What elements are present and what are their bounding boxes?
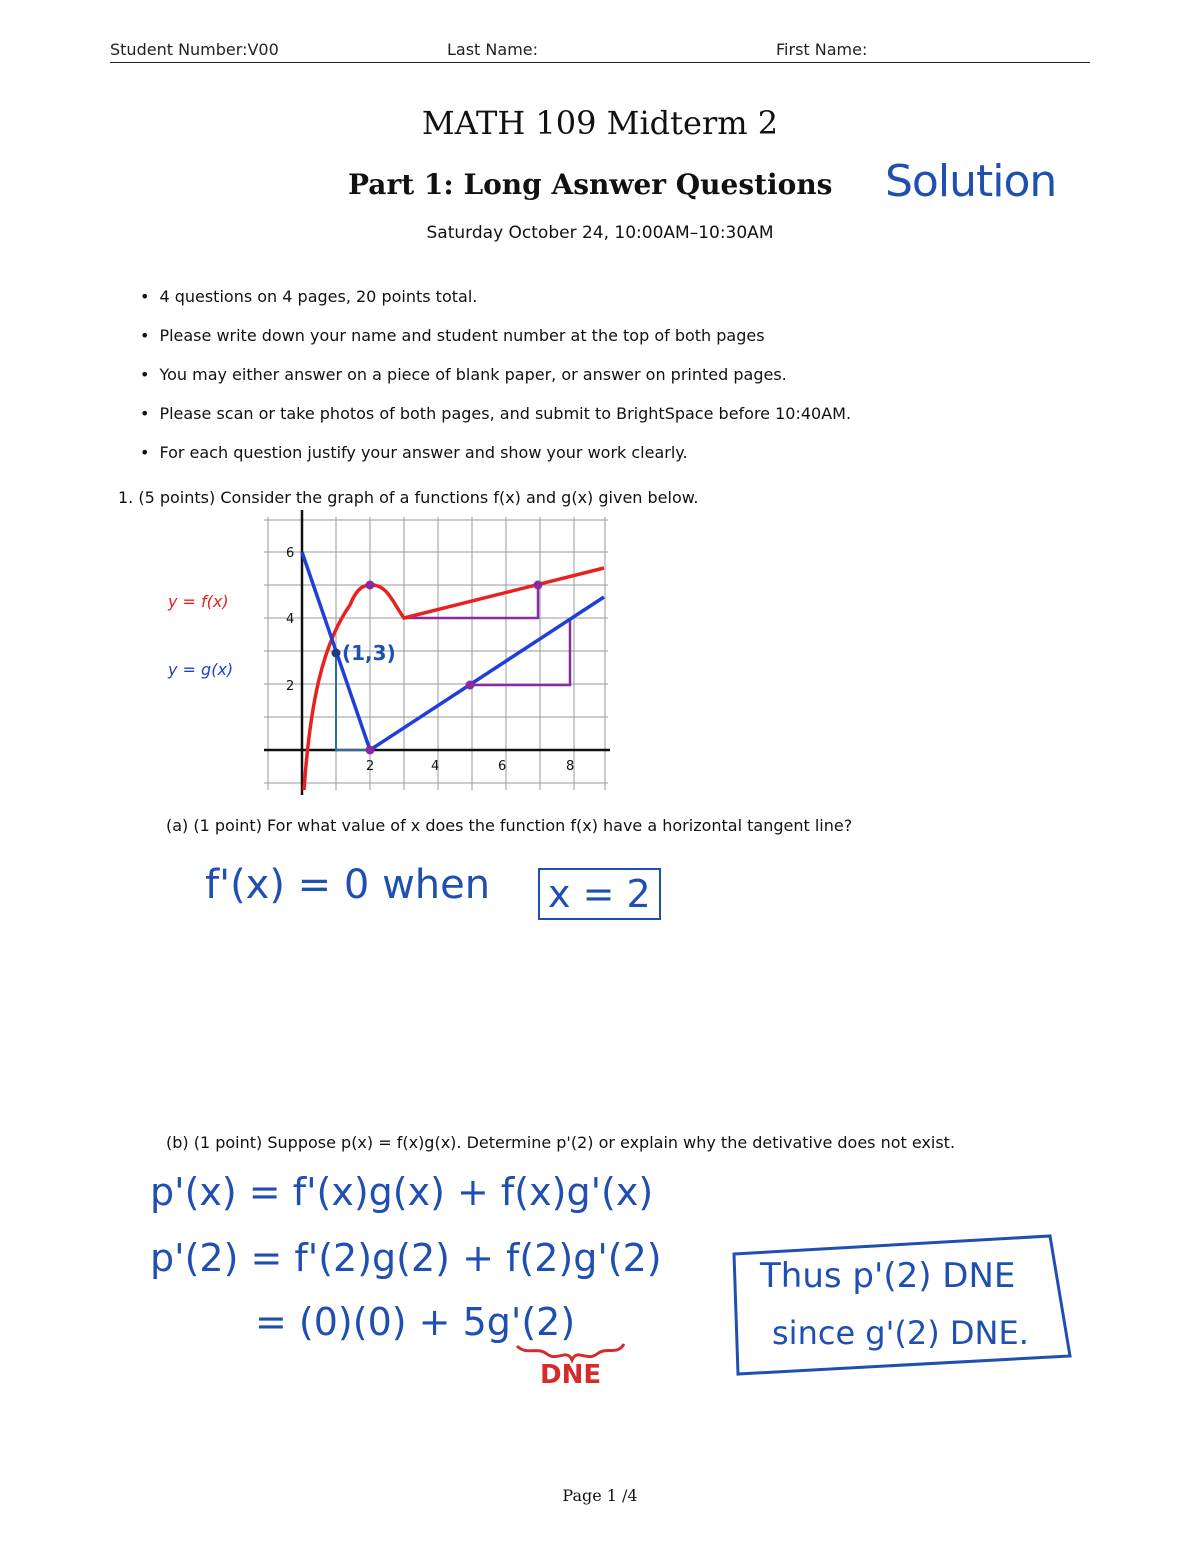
conclusion-line2: since g'(2) DNE.: [772, 1314, 1029, 1352]
f-max-marker: [366, 581, 375, 590]
exam-date: Saturday October 24, 10:00AM–10:30AM: [426, 223, 774, 243]
x-tick-label: 8: [566, 759, 575, 774]
dne-annotation: DNE: [540, 1360, 602, 1390]
y-tick-label: 4: [286, 612, 295, 627]
instruction-text: Please scan or take photos of both pages, and submit to BrightSpace before 10:40AM.: [159, 404, 852, 423]
x-tick-label: 2: [366, 759, 375, 774]
f-curve: [304, 568, 604, 790]
last-name-label: Last Name:: [447, 40, 539, 59]
exam-subtitle: Part 1: Long Asnwer Questions: [348, 168, 833, 201]
part-a-text: (a) (1 point) For what value of x does the function f(x) have a horizontal tangent line?: [166, 816, 853, 835]
g-curve-label: y = g(x): [168, 660, 234, 679]
y-tick-label: 6: [286, 546, 295, 561]
answer-a-boxed: x = 2: [538, 868, 661, 920]
answer-a: f'(x) = 0 when: [205, 862, 491, 908]
function-graph: [250, 505, 620, 805]
instruction-item: [140, 360, 851, 399]
first-name-label: First Name:: [776, 40, 868, 59]
instruction-item: [140, 321, 851, 360]
instruction-text: Please write down your name and student number at the top of both pages: [159, 326, 765, 345]
instruction-text: For each question justify your answer and show your work clearly.: [159, 443, 688, 462]
instruction-item: [140, 438, 851, 477]
x-tick-label: 4: [431, 759, 440, 774]
x-tick-label: 6: [498, 759, 507, 774]
instruction-item: [140, 282, 851, 321]
page-number: Page 1 /4: [562, 1486, 638, 1505]
instruction-item: [140, 399, 851, 438]
answer-b-line2: p'(2) = f'(2)g(2) + f(2)g'(2): [150, 1236, 662, 1280]
conclusion-line1: Thus p'(2) DNE: [760, 1256, 1016, 1296]
f-curve-label: y = f(x): [168, 592, 229, 611]
intersection-label: (1,3): [342, 641, 396, 665]
instruction-text: You may either answer on a piece of blank paper, or answer on printed pages.: [159, 365, 787, 384]
g-slope-marker: [466, 681, 475, 690]
answer-b-line1: p'(x) = f'(x)g(x) + f(x)g'(x): [150, 1170, 654, 1214]
part-b-text: (b) (1 point) Suppose p(x) = f(x)g(x). Determine p'(2) or explain why the detivative does not exist.: [166, 1133, 956, 1152]
y-tick-label: 2: [286, 679, 295, 694]
g-min-marker: [366, 746, 375, 755]
instruction-text: 4 questions on 4 pages, 20 points total.: [159, 287, 478, 306]
instructions-list: [140, 282, 851, 477]
answer-b-line3: = (0)(0) + 5g'(2): [255, 1300, 576, 1344]
student-number-label: Student Number:V00: [110, 40, 279, 59]
header-rule: [110, 62, 1090, 63]
exam-title: MATH 109 Midterm 2: [421, 104, 779, 142]
solution-label: Solution: [885, 156, 1057, 207]
intersection-marker: [332, 649, 341, 658]
f-slope-marker: [534, 581, 543, 590]
conclusion-box: [730, 1232, 1075, 1382]
question-1-text: 1. (5 points) Consider the graph of a functions f(x) and g(x) given below.: [118, 488, 699, 507]
